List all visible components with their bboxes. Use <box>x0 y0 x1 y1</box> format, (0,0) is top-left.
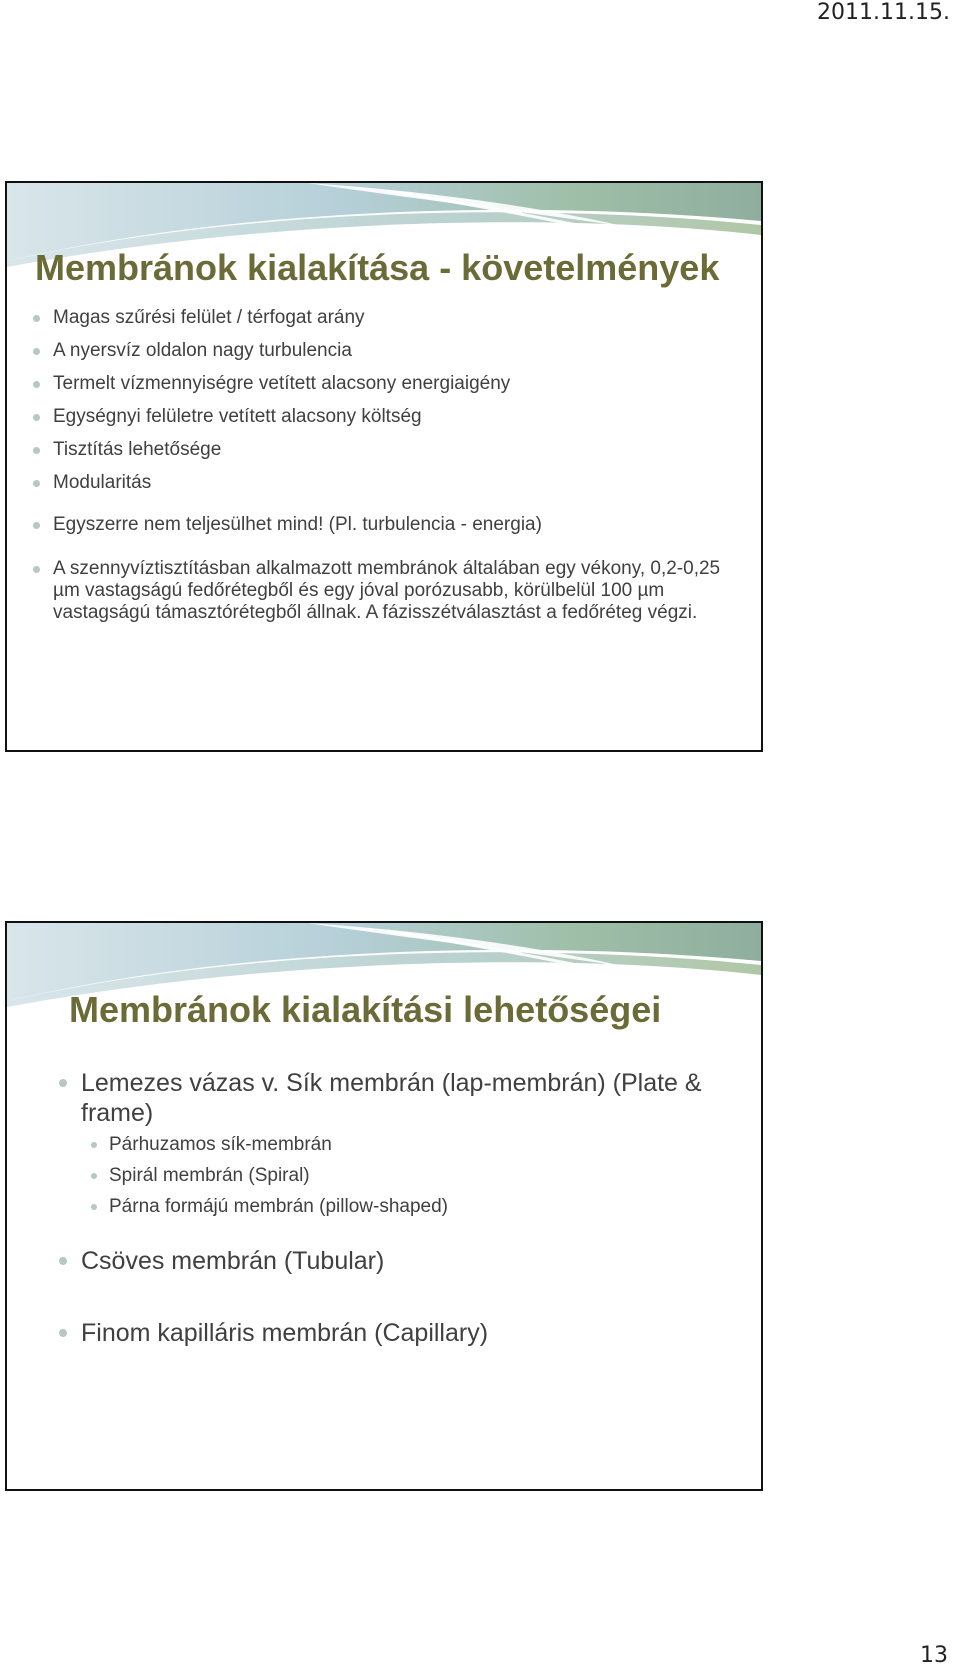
list-item-label: Finom kapilláris membrán (Capillary) <box>81 1319 489 1347</box>
list-item: A nyersvíz oldalon nagy turbulencia <box>33 340 743 362</box>
page-number: 13 <box>920 1643 948 1668</box>
list-item: Egységnyi felületre vetített alacsony költség <box>33 406 743 428</box>
list-item-label: Csöves membrán (Tubular) <box>81 1247 385 1275</box>
list-item: Termelt vízmennyiségre vetített alacsony energiaigény <box>33 373 743 395</box>
list-item: Tisztítás lehetősége <box>33 439 743 461</box>
slide-design-options <box>5 921 763 1491</box>
list-item <box>59 1246 749 1276</box>
slide-title: Membránok kialakítási lehetőségei <box>69 989 662 1030</box>
list-item <box>59 1068 749 1218</box>
slide-requirements <box>5 181 763 752</box>
sub-list-item: Spirál membrán (Spiral) <box>81 1165 749 1187</box>
sub-list-item: Párna formájú membrán (pillow-shaped) <box>81 1196 749 1218</box>
sub-list-item: Párhuzamos sík-membrán <box>81 1134 749 1156</box>
sub-list <box>81 1134 749 1218</box>
list-item <box>59 1318 749 1348</box>
list-item: Magas szűrési felület / térfogat arány <box>33 307 743 329</box>
list-item: A szennyvíztisztításban alkalmazott membránok általában egy vékony, 0,2-0,25 µm vastagságú fedőrétegből és egy jóval porózusabb, körülbelül 100 µm vastagságú támasztórétegből állnak. A fázisszétválasztást a fedőréteg végzi. <box>33 558 743 624</box>
slide-title: Membránok kialakítása - követelmények <box>35 247 720 288</box>
list-item: Egyszerre nem teljesülhet mind! (Pl. turbulencia - energia) <box>33 514 743 536</box>
requirements-list <box>33 307 743 635</box>
list-item-label: Lemezes vázas v. Sík membrán (lap-membrán) (Plate & frame) <box>81 1069 702 1127</box>
page-date: 2011.11.15. <box>817 0 950 25</box>
design-options-list <box>59 1068 749 1348</box>
list-item: Modularitás <box>33 472 743 494</box>
